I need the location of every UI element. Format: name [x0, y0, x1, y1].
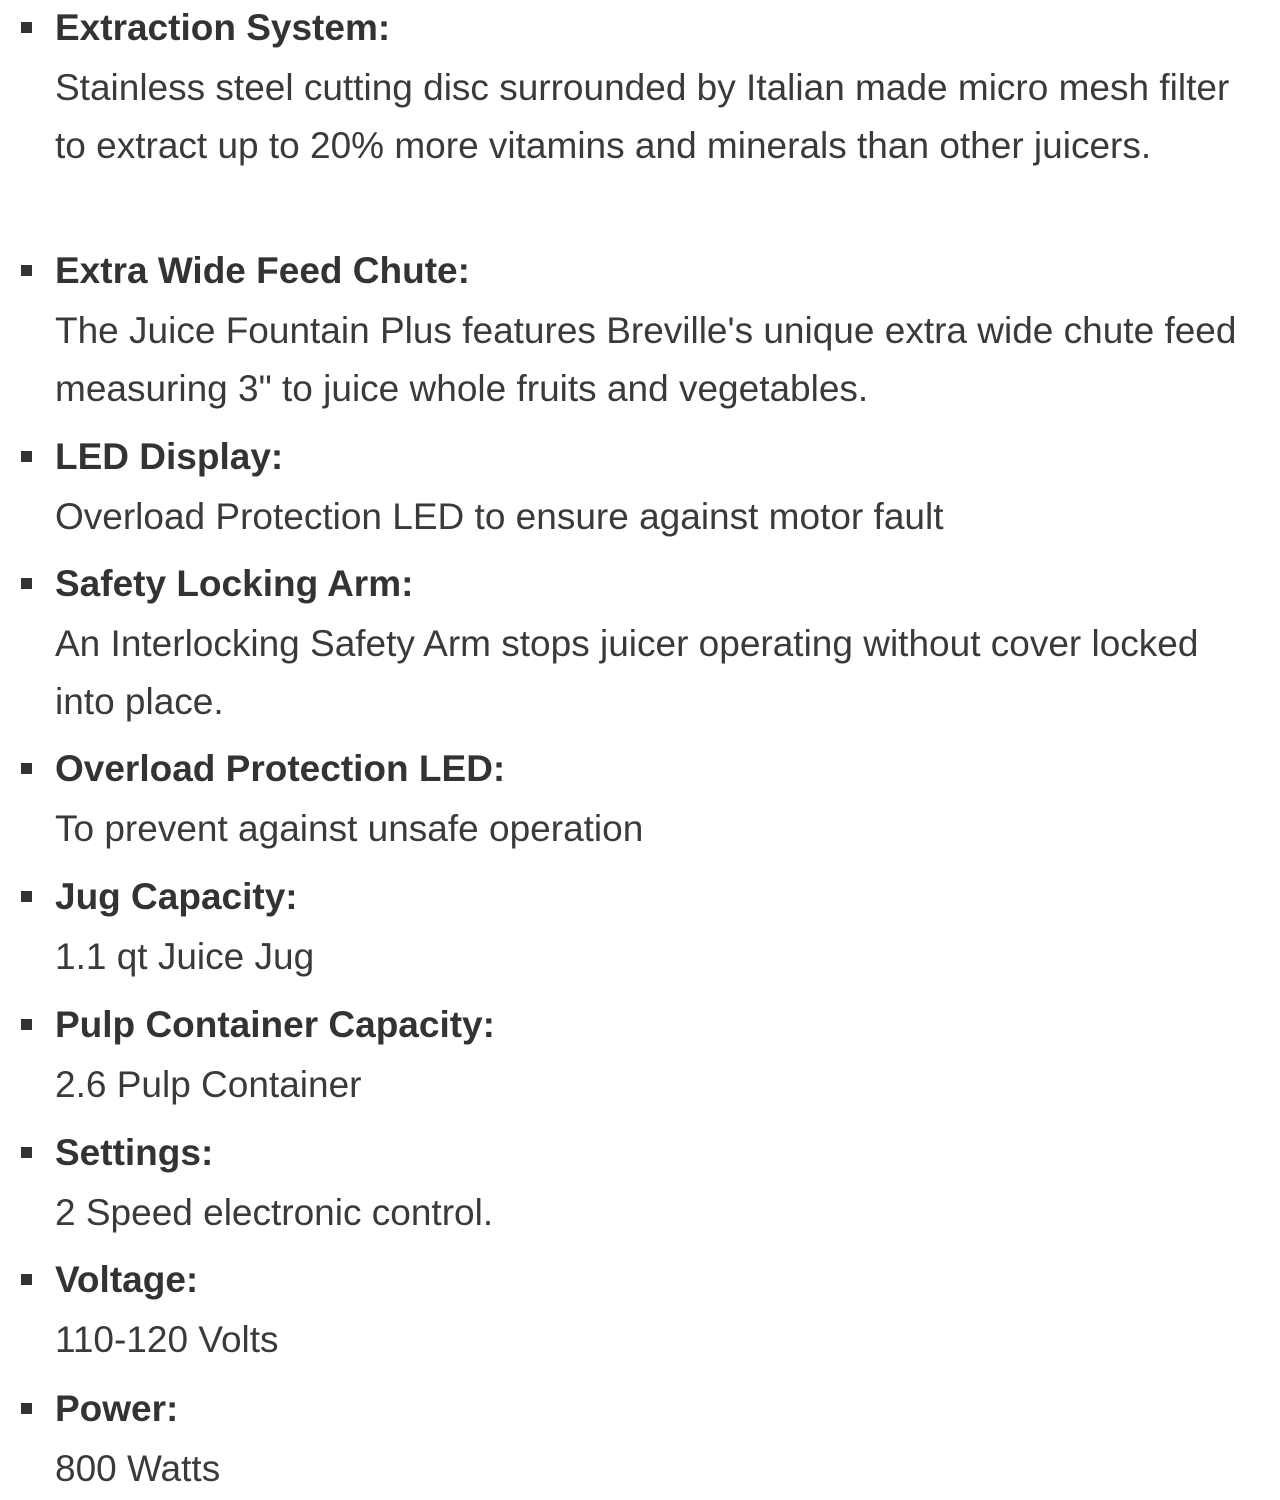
feature-description: 110-120 Volts [55, 1319, 279, 1360]
feature-description: Stainless steel cutting disc surrounded by Italian made micro mesh filter to extract up to 20% more vitamins and minerals than other juicers. [55, 67, 1230, 166]
feature-description: An Interlocking Safety Arm stops juicer operating without cover locked into place. [55, 623, 1199, 722]
feature-description: 2.6 Pulp Container [55, 1064, 362, 1105]
square-bullet-icon [21, 1403, 32, 1414]
feature-title: Voltage: [55, 1259, 199, 1300]
square-bullet-icon [21, 891, 32, 902]
feature-title: Safety Locking Arm: [55, 563, 414, 604]
square-bullet-icon [21, 451, 32, 462]
feature-title: Extraction System: [55, 7, 391, 48]
square-bullet-icon [21, 1274, 32, 1285]
feature-description: 800 Watts [55, 1448, 221, 1489]
feature-title: Pulp Container Capacity: [55, 1004, 495, 1045]
square-bullet-icon [21, 578, 32, 589]
feature-title: Power: [55, 1388, 179, 1429]
feature-title: Extra Wide Feed Chute: [55, 250, 470, 291]
feature-description: The Juice Fountain Plus features Breville's unique extra wide chute feed measuring 3" to juice whole fruits and vegetables. [55, 310, 1237, 409]
feature-title: Settings: [55, 1132, 214, 1173]
square-bullet-icon [21, 1019, 32, 1030]
feature-title: LED Display: [55, 436, 284, 477]
square-bullet-icon [21, 265, 32, 276]
feature-description: 1.1 qt Juice Jug [55, 936, 315, 977]
square-bullet-icon [21, 763, 32, 774]
feature-title: Jug Capacity: [55, 876, 298, 917]
square-bullet-icon [21, 1147, 32, 1158]
feature-description: To prevent against unsafe operation [55, 808, 644, 849]
feature-description: 2 Speed electronic control. [55, 1192, 494, 1233]
feature-description: Overload Protection LED to ensure against motor fault [55, 496, 944, 537]
square-bullet-icon [21, 22, 32, 33]
feature-title: Overload Protection LED: [55, 748, 506, 789]
